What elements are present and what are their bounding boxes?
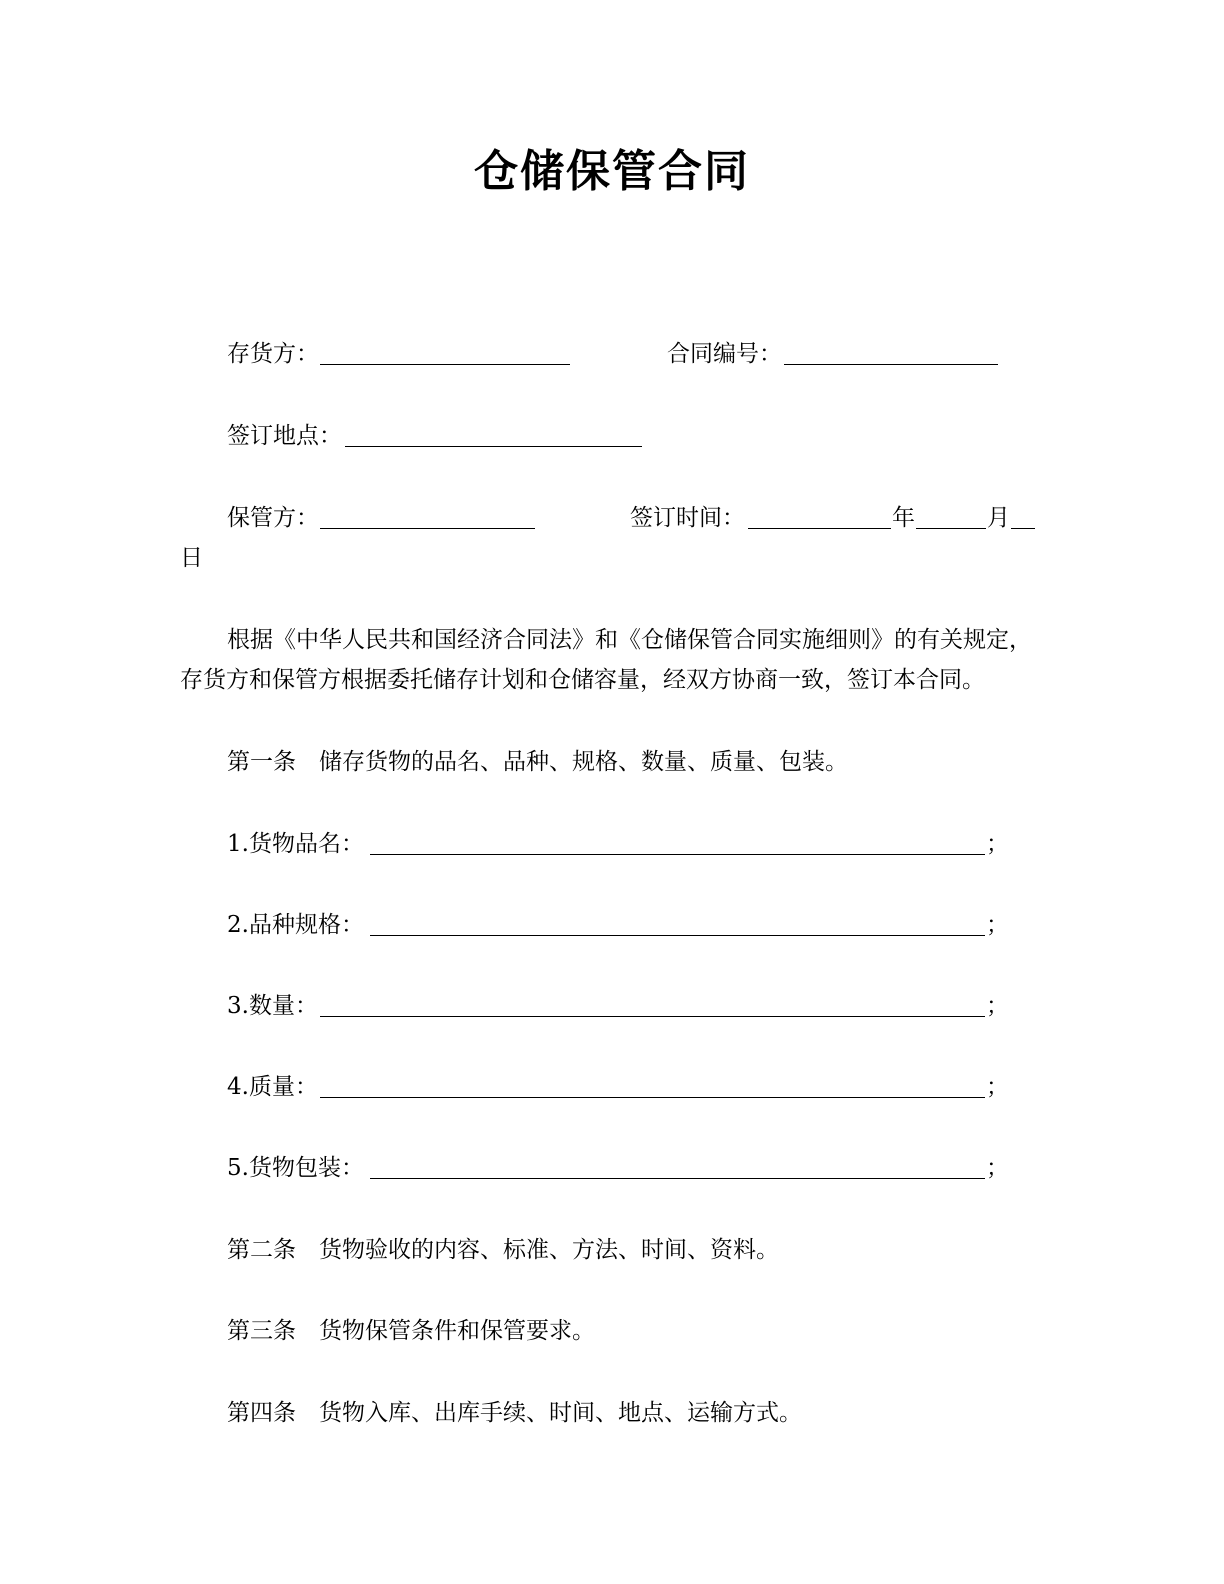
item-packaging-end: ；	[986, 1155, 1009, 1181]
custodian-label: 保管方：	[227, 505, 319, 531]
intro-line-1: 根据《中华人民共和国经济合同法》和《仓储保管合同实施细则》的有关规定，	[227, 627, 1032, 653]
article-1: 第一条 储存货物的品名、品种、规格、数量、质量、包装。	[227, 749, 848, 775]
sign-year-blank[interactable]	[748, 528, 891, 529]
sign-month-blank[interactable]	[916, 528, 986, 529]
item-goods-name-blank[interactable]	[370, 854, 985, 855]
intro-line-2: 存货方和保管方根据委托储存计划和仓储容量，经双方协商一致，签订本合同。	[180, 667, 985, 693]
item-packaging-label: 5.货物包装：	[227, 1155, 364, 1181]
sign-place-blank[interactable]	[345, 446, 642, 447]
item-goods-name-label: 1.货物品名：	[227, 831, 364, 857]
item-quantity-end: ；	[986, 993, 1009, 1019]
article-2: 第二条 货物验收的内容、标准、方法、时间、资料。	[227, 1237, 779, 1263]
item-variety-spec-label: 2.品种规格：	[227, 912, 364, 938]
depositor-label: 存货方：	[227, 341, 319, 367]
item-quality-blank[interactable]	[320, 1097, 985, 1098]
depositor-blank[interactable]	[320, 364, 570, 365]
item-variety-spec-end: ；	[986, 912, 1009, 938]
item-quantity-label: 3.数量：	[227, 993, 318, 1019]
contract-no-label: 合同编号：	[667, 341, 782, 367]
article-4: 第四条 货物入库、出库手续、时间、地点、运输方式。	[227, 1400, 802, 1426]
sign-time-label: 签订时间：	[630, 505, 745, 531]
item-quantity-blank[interactable]	[320, 1016, 985, 1017]
month-label: 月	[987, 505, 1010, 531]
sign-day-blank[interactable]	[1011, 528, 1035, 529]
item-quality-end: ；	[986, 1074, 1009, 1100]
item-packaging-blank[interactable]	[370, 1178, 985, 1179]
item-quality-label: 4.质量：	[227, 1074, 318, 1100]
item-goods-name-end: ；	[986, 831, 1009, 857]
day-label: 日	[180, 545, 203, 571]
contract-no-blank[interactable]	[784, 364, 998, 365]
item-variety-spec-blank[interactable]	[370, 935, 985, 936]
sign-place-label: 签订地点：	[227, 423, 342, 449]
document-title: 仓储保管合同	[474, 146, 750, 197]
article-3: 第三条 货物保管条件和保管要求。	[227, 1318, 595, 1344]
year-label: 年	[892, 505, 915, 531]
custodian-blank[interactable]	[320, 528, 535, 529]
